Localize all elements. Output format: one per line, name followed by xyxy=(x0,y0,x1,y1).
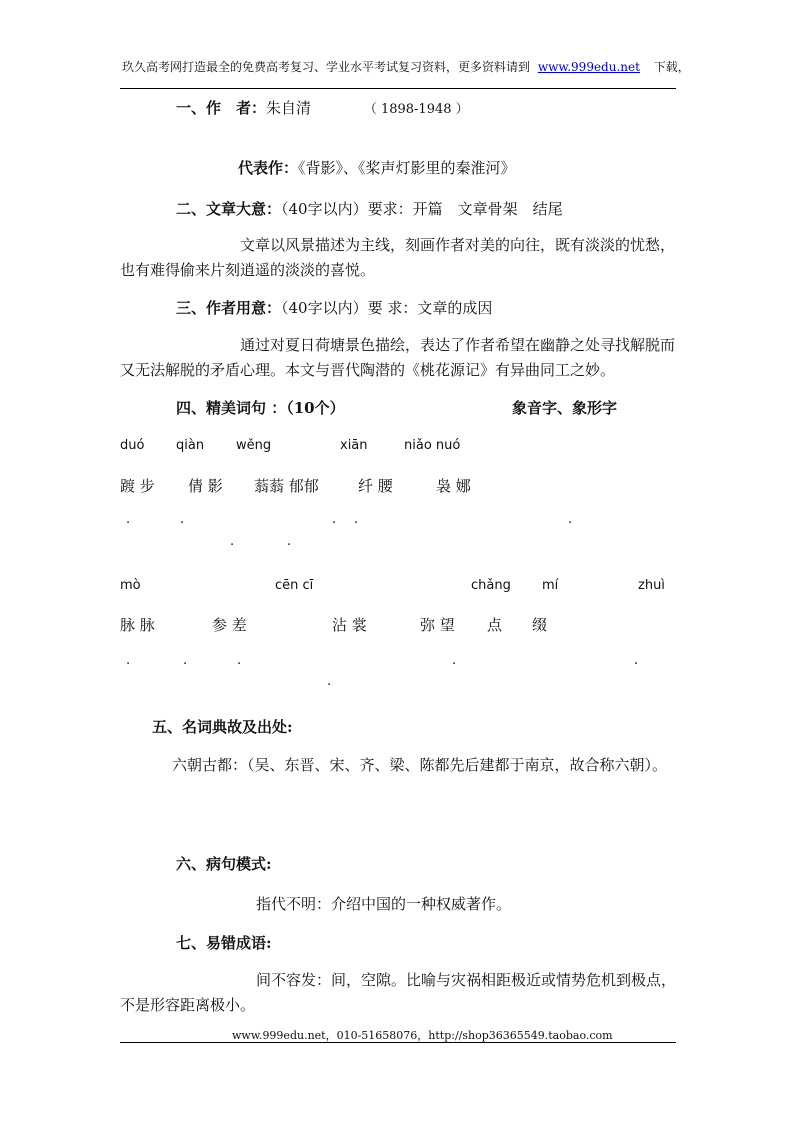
word-6: 脉 脉 xyxy=(120,616,155,634)
dot: . xyxy=(230,534,235,549)
author-line xyxy=(176,97,469,118)
works-line xyxy=(238,157,516,178)
pinyin-5: niǎo nuó xyxy=(404,438,461,453)
pinyin-4: xiān xyxy=(340,438,368,453)
works-titles: 《背影》、《桨声灯影里的秦淮河》 xyxy=(298,159,516,177)
author-years: （ 1898-1948 ） xyxy=(363,102,469,117)
word-3: 蓊蓊 郁郁 xyxy=(254,477,319,495)
header-tail: 下载， xyxy=(653,60,690,74)
word-2: 倩 影 xyxy=(188,477,223,495)
dot: . xyxy=(126,653,131,668)
section5-label: 五、名词典故及出处: xyxy=(152,718,293,736)
author-name: 朱自清 xyxy=(266,99,312,117)
dot: . xyxy=(452,653,457,668)
word-9: 弥 望 xyxy=(420,616,455,634)
section2-heading xyxy=(176,198,563,219)
section2-label: 二、文章大意： xyxy=(176,200,282,218)
word-11: 缀 xyxy=(532,616,548,634)
section7-label: 七、易错成语: xyxy=(176,934,272,952)
page-footer: www.999edu.net，010-51658076，http://shop36365549.taobao.com xyxy=(232,1029,613,1042)
author-label: 一、作 者： xyxy=(176,99,267,117)
section3-text: 通过对夏日荷塘景色描绘，表达了作者希望在幽静之处寻找解脱而又无法解脱的矛盾心理。本文与晋代陶潜的《桃花源记》有异曲同工之妙。 xyxy=(120,336,676,379)
pinyin-9: mí xyxy=(542,578,559,593)
section7-text: 间不容发：间，空隙。比喻与灾祸相距极近或情势危机到极点，不是形容距离极小。 xyxy=(120,971,677,1014)
header-rule xyxy=(120,88,676,89)
section6-label: 六、病句模式: xyxy=(176,855,272,873)
dot: . xyxy=(183,653,188,668)
section2-text: 文章以风景描述为主线，刻画作者对美的向往，既有淡淡的忧愁，也有难得偷来片刻逍遥的淡淡的喜悦。 xyxy=(120,236,676,279)
word-4: 纤 腰 xyxy=(358,477,393,495)
dot: . xyxy=(332,512,337,527)
section3-label: 三、作者用意： xyxy=(176,299,282,317)
dot: . xyxy=(237,653,242,668)
pinyin-1: duó xyxy=(120,438,145,453)
pinyin-7: cēn cī xyxy=(275,578,314,593)
section5-text: 六朝古都：（吴、东晋、宋、齐、梁、陈都先后建都于南京，故合称六朝）。 xyxy=(172,756,668,774)
dot: . xyxy=(180,512,185,527)
header-text: 玖久高考网打造最全的免费高考复习、学业水平考试复习资料，更多资料请到 xyxy=(122,60,531,74)
dot: . xyxy=(634,653,639,668)
section3-heading xyxy=(176,297,492,318)
pinyin-2: qiàn xyxy=(176,438,205,453)
word-8: 沾 裳 xyxy=(332,616,367,634)
word-1: 踱 步 xyxy=(120,477,155,495)
dot: . xyxy=(568,512,573,527)
section6-text: 指代不明：介绍中国的一种权威著作。 xyxy=(256,895,512,913)
page-header xyxy=(122,58,690,75)
dot: . xyxy=(287,534,292,549)
footer-rule xyxy=(120,1042,676,1043)
section2-req: （40字以内）要求：开篇 文章骨架 结尾 xyxy=(281,200,563,218)
pinyin-10: zhuì xyxy=(638,578,665,593)
pinyin-3: wěng xyxy=(236,438,272,453)
section3-req: （40字以内）要 求：文章的成因 xyxy=(281,299,493,317)
dot: . xyxy=(327,674,332,689)
pinyin-6: mò xyxy=(120,578,141,593)
word-10: 点 xyxy=(487,616,503,634)
word-7: 参 差 xyxy=(212,616,247,634)
section4-right: 象音字、象形字 xyxy=(512,399,618,417)
works-label: 代表作： xyxy=(238,159,299,177)
word-5: 袅 娜 xyxy=(436,477,471,495)
pinyin-8: chǎng xyxy=(471,578,511,593)
dot: . xyxy=(354,512,359,527)
section4-label: 四、精美词句 ：（10个） xyxy=(176,399,345,417)
dot: . xyxy=(126,512,131,527)
header-link[interactable]: www.999edu.net xyxy=(537,60,640,74)
